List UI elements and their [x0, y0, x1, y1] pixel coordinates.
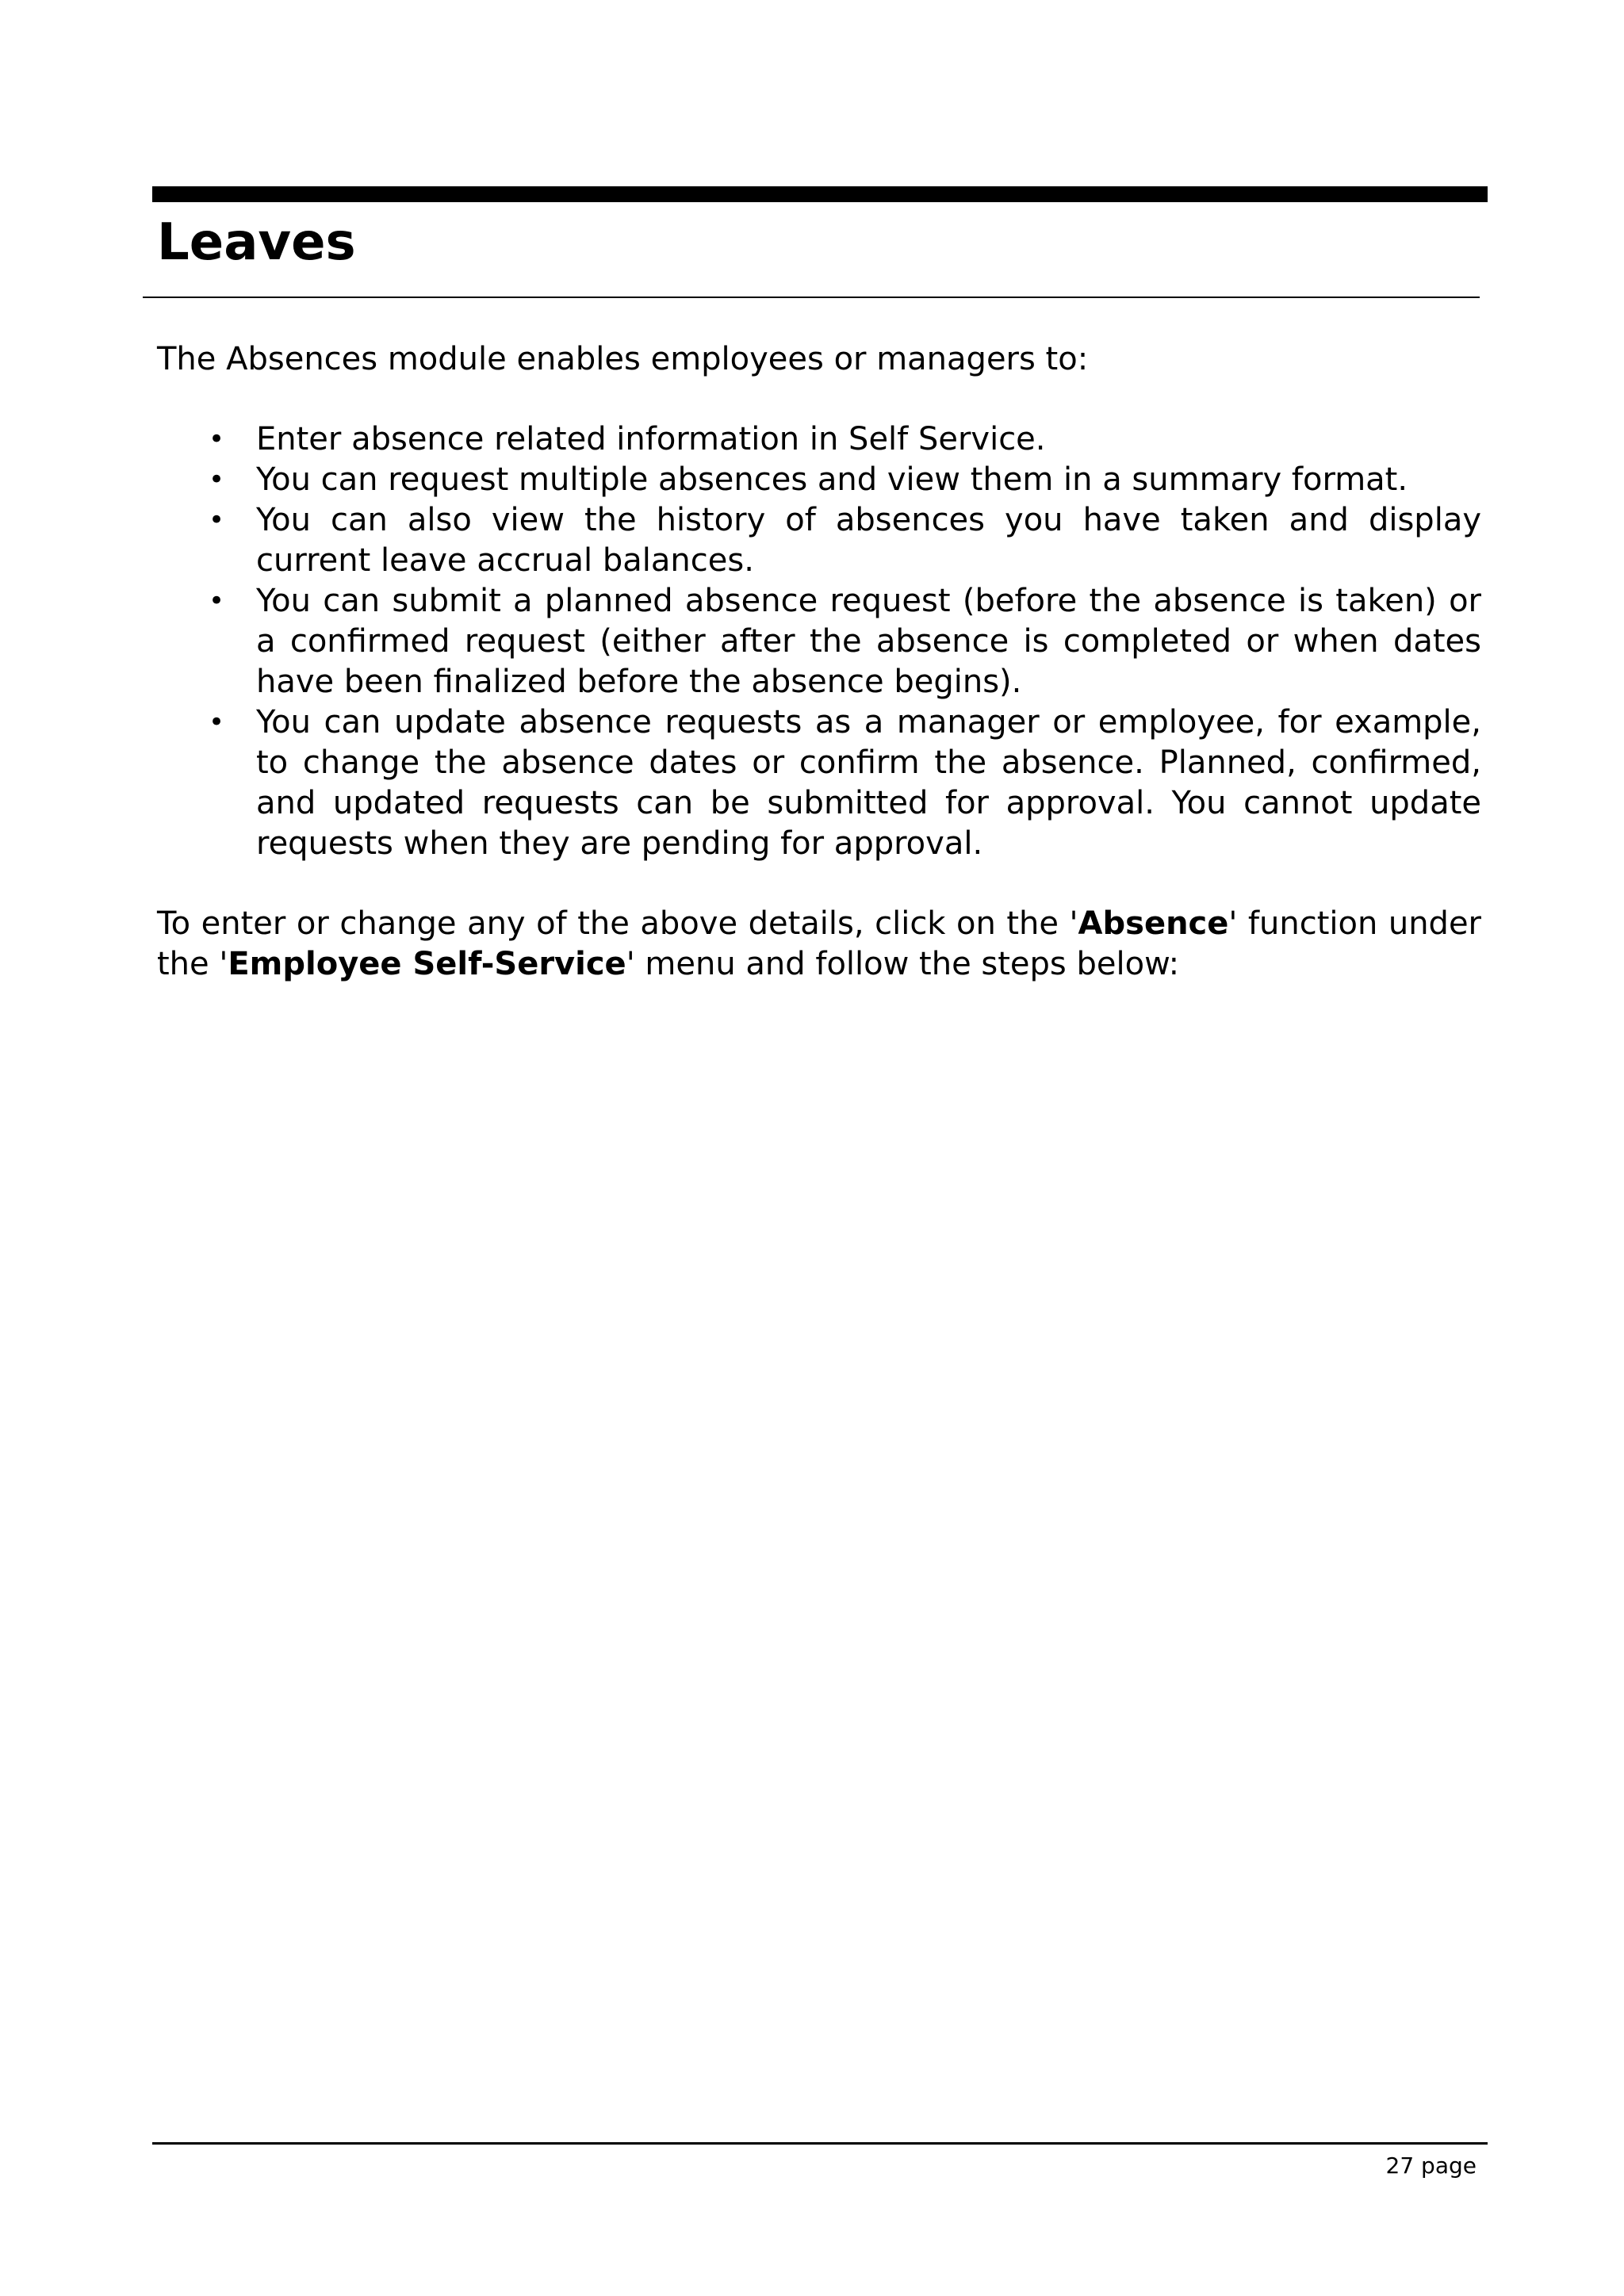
bullet-icon: • — [209, 423, 225, 455]
instructions-paragraph — [157, 904, 1481, 985]
page-number: 27 page — [1385, 2152, 1477, 2179]
page-title: Leaves — [157, 213, 356, 272]
list-item — [157, 419, 1481, 460]
intro-paragraph: The Absences module enables employees or managers to: — [157, 341, 1089, 377]
employee-self-service-menu-name: Employee Self-Service — [228, 946, 626, 982]
list-item-text: Enter absence related information in Self Service. — [256, 421, 1046, 457]
absence-function-name: Absence — [1078, 905, 1229, 942]
list-item — [157, 460, 1481, 500]
title-underline-rule — [143, 297, 1480, 298]
list-item — [157, 581, 1481, 702]
instructions-text-part-1: To enter or change any of the above details, click on the ' — [157, 905, 1078, 942]
instructions-text-part-2: ' function under the ' — [157, 905, 1481, 982]
list-item — [157, 702, 1481, 864]
list-item-text: You can update absence requests as a manager or employee, for example, to change the absence dates or confirm the absence. Planned, confirmed, and updated requests can be submitted for approval. You cannot update requests when they are pending for approval. — [256, 704, 1481, 862]
footer-rule — [152, 2142, 1488, 2145]
bullet-icon: • — [209, 464, 225, 496]
list-item-text: You can also view the history of absences you have taken and display current leave accrual balances. — [256, 502, 1481, 579]
instructions-text-part-3: ' menu and follow the steps below: — [626, 946, 1180, 982]
bullet-icon: • — [209, 585, 225, 617]
list-item-text: You can request multiple absences and view them in a summary format. — [256, 461, 1408, 498]
feature-bullet-list — [157, 419, 1481, 864]
bullet-icon: • — [209, 706, 225, 738]
bullet-icon: • — [209, 504, 225, 536]
list-item — [157, 500, 1481, 581]
main-content — [157, 339, 1481, 985]
top-heavy-rule — [152, 186, 1488, 202]
list-item-text: You can submit a planned absence request (before the absence is taken) or a confirmed request (either after the absence is completed or when dates have been finalized before the absence begins). — [256, 583, 1481, 700]
